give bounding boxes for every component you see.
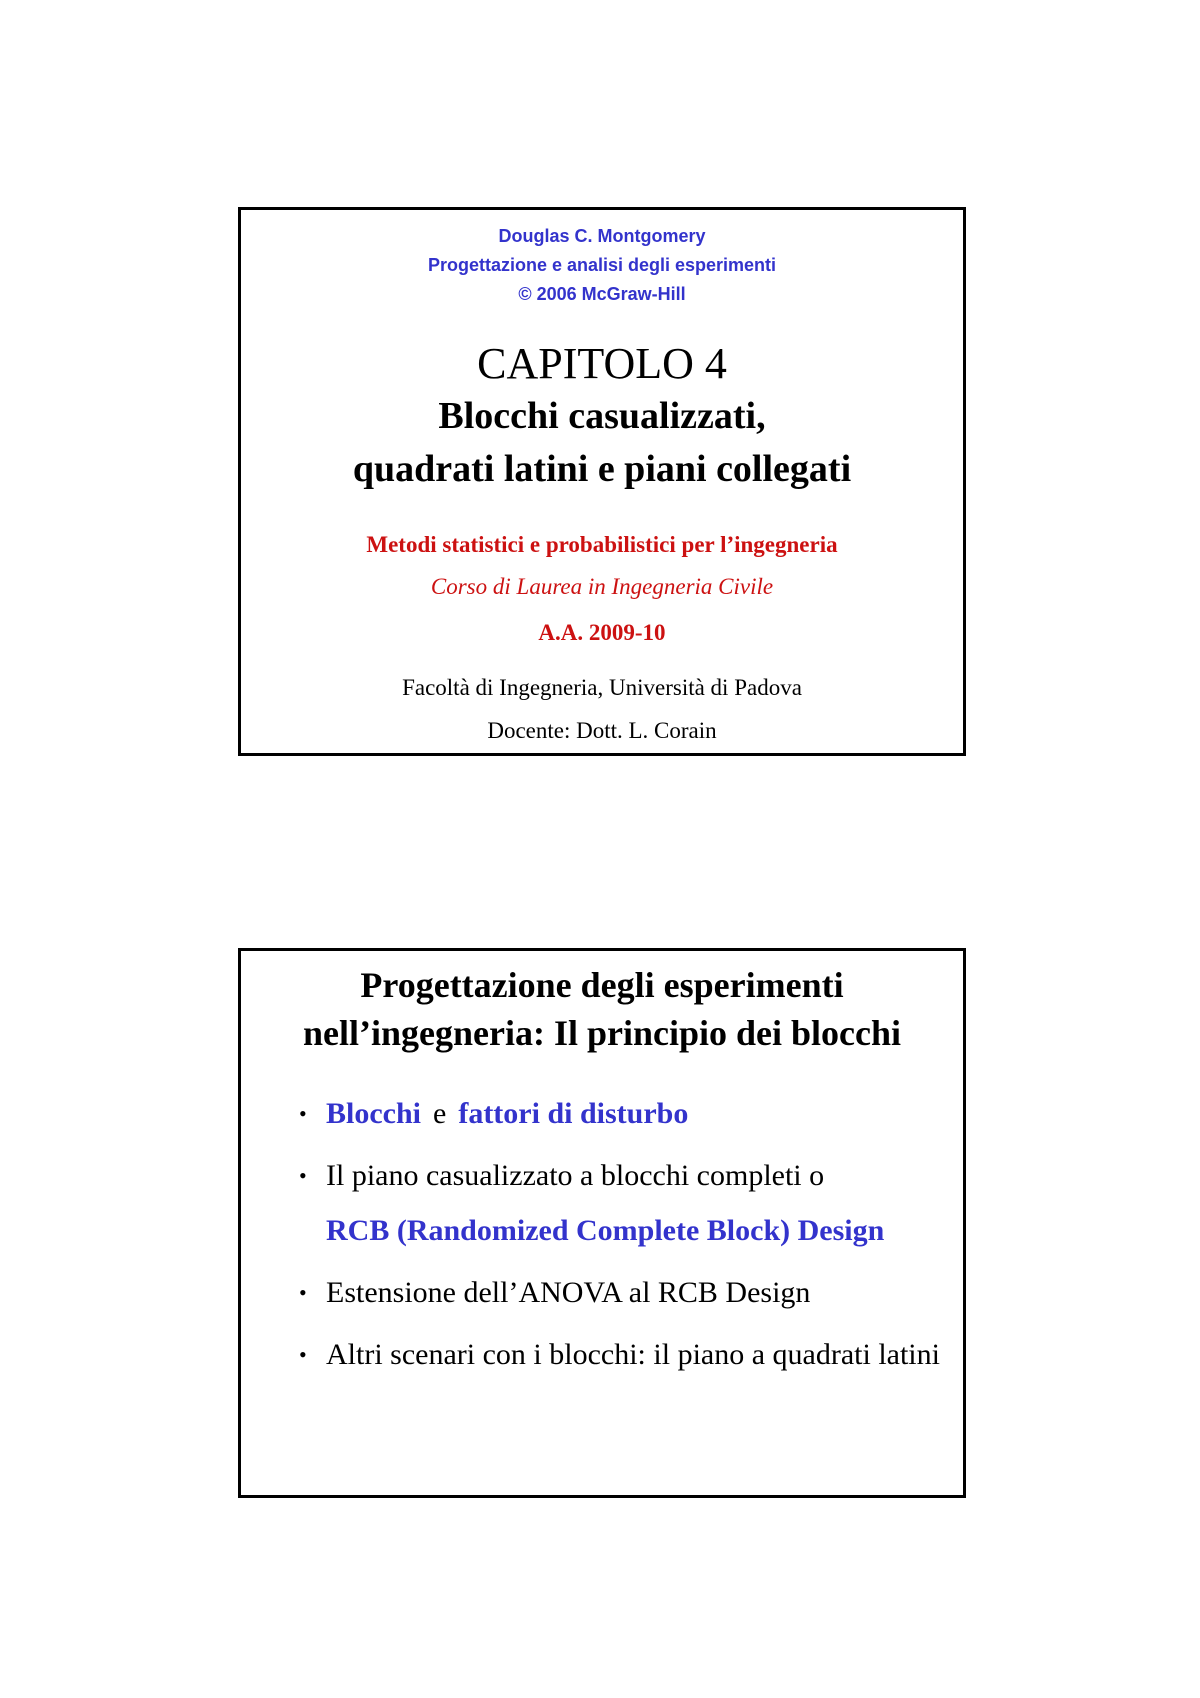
course-degree: Corso di Laurea in Ingegneria Civile xyxy=(430,574,774,599)
credit-copyright: © 2006 McGraw-Hill xyxy=(518,284,686,304)
credit-author: Douglas C. Montgomery xyxy=(498,226,706,246)
chapter-number: CAPITOLO 4 xyxy=(477,339,727,388)
bullet3-text: Estensione dell’ANOVA al RCB Design xyxy=(326,1276,811,1309)
title-slide xyxy=(238,207,966,756)
academic-year: A.A. 2009-10 xyxy=(538,620,666,645)
bullet-item xyxy=(299,1327,943,1382)
slide-title-line2: nell’ingegneria: Il principio dei blocchi xyxy=(302,1013,901,1053)
bullet-marker: • xyxy=(299,1163,307,1188)
credit-book-title: Progettazione e analisi degli esperimenti xyxy=(427,255,777,275)
bullet-item xyxy=(299,1086,943,1141)
faculty: Facoltà di Ingegneria, Università di Padova xyxy=(402,675,802,700)
book-credits xyxy=(241,222,963,309)
teacher: Docente: Dott. L. Corain xyxy=(487,718,717,743)
bullet-list xyxy=(299,1086,943,1389)
content-slide xyxy=(238,948,966,1498)
bullet2-highlight: RCB (Randomized Complete Block) Design xyxy=(326,1214,885,1247)
bullet-item xyxy=(299,1265,943,1320)
bullet-marker: • xyxy=(299,1280,307,1305)
course-name: Metodi statistici e probabilistici per l’ingegneria xyxy=(366,532,838,557)
slide-title xyxy=(241,961,963,1057)
chapter-title-line1: Blocchi casualizzati, xyxy=(438,395,766,437)
chapter-title xyxy=(241,390,963,496)
bullet1-part1: Blocchi xyxy=(326,1097,421,1130)
bullet1-connector: e xyxy=(433,1097,447,1130)
bullet-marker: • xyxy=(299,1342,307,1367)
bullet2-text: Il piano casualizzato a blocchi completi o xyxy=(326,1159,825,1192)
bullet-item xyxy=(299,1148,943,1258)
slide-title-line1: Progettazione degli esperimenti xyxy=(360,965,844,1005)
chapter-title-line2: quadrati latini e piani collegati xyxy=(352,448,852,490)
bullet4-text: Altri scenari con i blocchi: il piano a quadrati latini xyxy=(326,1338,940,1371)
bullet-marker: • xyxy=(299,1101,307,1126)
bullet1-part2: fattori di disturbo xyxy=(458,1097,689,1130)
